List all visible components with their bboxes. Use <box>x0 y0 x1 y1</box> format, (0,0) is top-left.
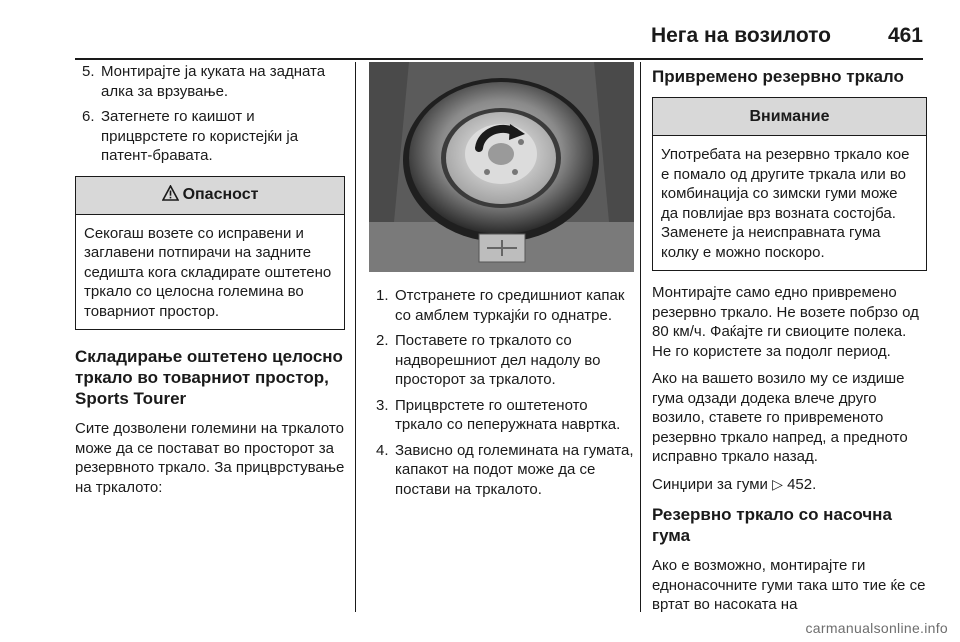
caution-box-header <box>653 98 926 136</box>
column-divider <box>355 62 356 612</box>
list-item: 3. Прицврстете го оштетеното тркало со пеперужната навртка. <box>376 396 621 433</box>
step-list <box>369 286 634 499</box>
spare-wheel-illustration <box>369 62 634 272</box>
column-divider <box>640 62 641 612</box>
paragraph: Ако е возможно, монтирајте ги еднонасочните гуми така што тие ќе се вртат во насоката на <box>652 557 926 613</box>
section-heading: Привремено резервно тркало <box>652 67 904 86</box>
paragraph: Сите дозволени големини на тркалото може да се поставaт во просторот за резервното тркало. За прицврстување на тркалото: <box>75 420 345 496</box>
caution-title: Внимание <box>749 107 830 125</box>
cross-reference: Синџири за гуми ▷ 452. <box>652 475 817 493</box>
danger-title: Опасност <box>182 186 259 203</box>
danger-box <box>75 176 345 331</box>
header-title: Нега на возилото <box>650 24 831 47</box>
page-reference-link[interactable]: 452. <box>787 475 817 493</box>
list-item: 6. Затегнете го каишот и прицврстете го користејќи ја патент-бравата. <box>82 108 299 164</box>
list-item: 5. Монтирајте ја куката на задната алка за врзување. <box>82 63 326 100</box>
page-number: 461 <box>887 24 923 47</box>
list-item: 1. Отстранете го средишниот капак со амблем туркајќи го однатре. <box>376 287 625 324</box>
reference-arrow-icon: ▷ <box>772 475 783 492</box>
paragraph: Ако на вашето возило му се издише гума одзади додека влече друго возило, ставете го привременото резервно тркало напред, а предното исправно тркало назад. <box>652 370 908 465</box>
column-3 <box>652 62 927 623</box>
list-item: 4. Зависно од големината на гумата, капакот на подот може да се постави на тркалото. <box>376 441 634 498</box>
warning-triangle-icon <box>162 185 179 206</box>
danger-text: Секогаш возете со исправени и заглавени потпирачи на задните седишта кога складирате оштетено тркало со целосна големина во товарниот простор. <box>84 224 332 320</box>
caution-text: Употребата на резервно тркало кое е помало од другите тркала или во комбинација со зимски гуми може да повлијае врз возната состојба. Заменете ја неисправната гума колку е можно поскоро. <box>661 146 910 261</box>
watermark: carmanualsonline.info <box>805 620 948 636</box>
column-2 <box>369 62 634 505</box>
column-1 <box>75 62 345 505</box>
section-heading: Складирање оштетено целосно тркало во товарниот простор, Sports Tourer <box>75 347 343 408</box>
list-item: 2. Поставете го тркалото со надворешниот дел надолу во просторот за тркалото. <box>376 332 601 388</box>
step-list <box>75 62 345 166</box>
danger-box-header <box>76 177 344 215</box>
caution-box <box>652 97 927 271</box>
paragraph: Монтирајте само едно привремено резервно тркало. Не возете побрзо од 80 км/ч. Фаќајте ги свиоците полека. Не го користете за подолг период. <box>652 284 919 360</box>
section-heading: Резервно тркало со насочна гума <box>652 505 892 545</box>
page-header <box>75 10 923 60</box>
